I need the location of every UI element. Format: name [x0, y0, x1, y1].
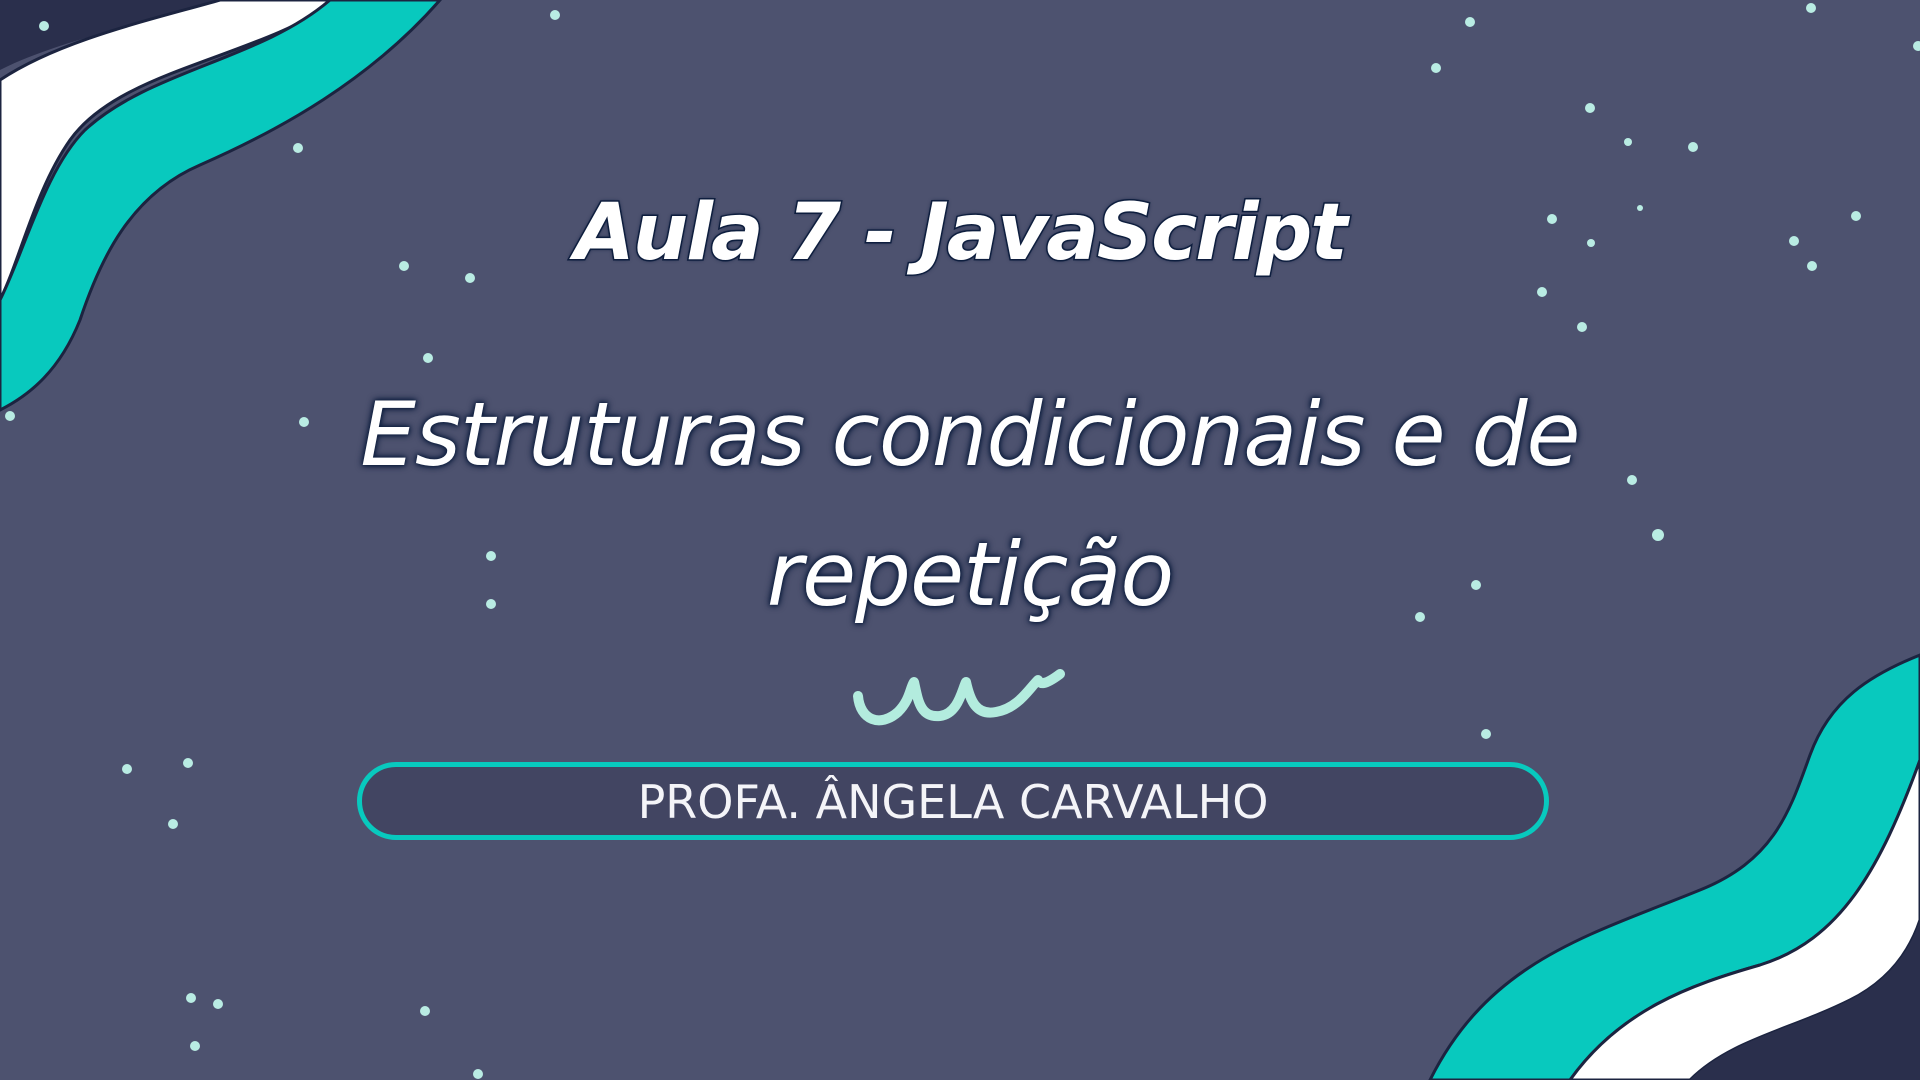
lesson-subtitle [260, 365, 1680, 645]
bottom-right-wave-decoration [1430, 655, 1920, 1080]
dot [1481, 729, 1491, 739]
dot [122, 764, 132, 774]
dot [183, 758, 193, 768]
dot [1465, 17, 1475, 27]
teacher-name: PROFA. ÂNGELA CARVALHO [637, 775, 1269, 829]
dot [1806, 3, 1816, 13]
dot [1688, 142, 1698, 152]
dot [213, 999, 223, 1009]
dot [473, 1069, 483, 1079]
dot [550, 10, 560, 20]
dot [1624, 138, 1632, 146]
lesson-title: Aula 7 - JavaScript [574, 188, 1346, 278]
dot [420, 1006, 430, 1016]
lesson-subtitle-line-1: Estruturas condicionais e de [360, 383, 1580, 486]
dot [1577, 322, 1587, 332]
dot [186, 993, 196, 1003]
dot [39, 21, 49, 31]
squiggle-decoration [840, 660, 1080, 740]
dot [1537, 287, 1547, 297]
teacher-name-banner [357, 762, 1549, 840]
dot [5, 411, 15, 421]
lesson-subtitle-line-2: repetição [766, 523, 1174, 626]
dot [293, 143, 303, 153]
dot [168, 819, 178, 829]
dot [423, 353, 433, 363]
squiggle-stroke [858, 674, 1060, 720]
dot [190, 1041, 200, 1051]
dot [1431, 63, 1441, 73]
dot [1913, 41, 1920, 51]
dot [1585, 103, 1595, 113]
